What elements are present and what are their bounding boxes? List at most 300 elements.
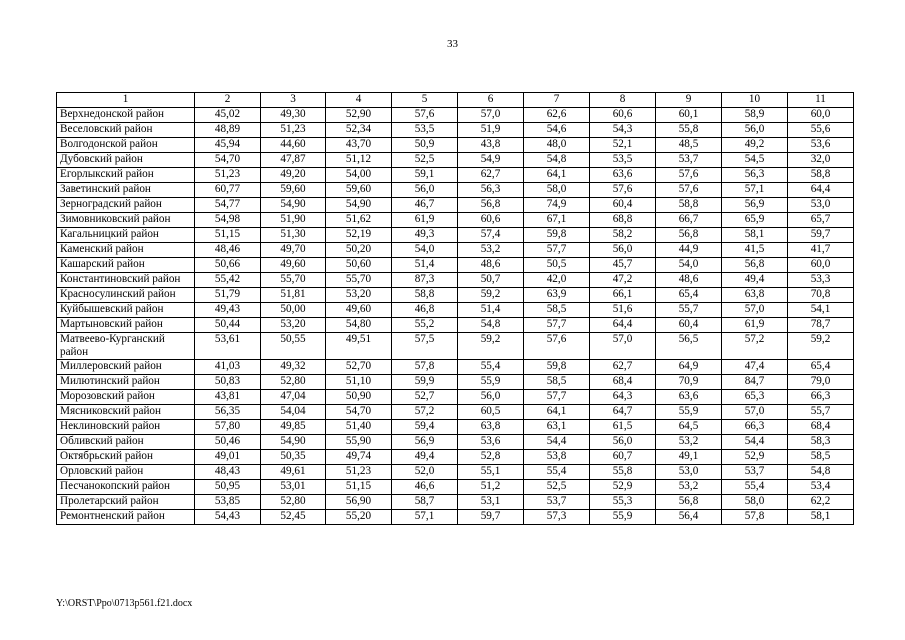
value-cell: 54,70 (326, 405, 392, 420)
header-cell: 10 (722, 93, 788, 108)
value-cell: 51,10 (326, 375, 392, 390)
value-cell: 65,7 (788, 213, 854, 228)
value-cell: 52,9 (590, 480, 656, 495)
value-cell: 55,2 (392, 318, 458, 333)
value-cell: 56,0 (590, 435, 656, 450)
value-cell: 57,6 (656, 183, 722, 198)
value-cell: 60,5 (458, 405, 524, 420)
value-cell: 47,2 (590, 273, 656, 288)
value-cell: 52,7 (392, 390, 458, 405)
value-cell: 55,70 (261, 273, 326, 288)
value-cell: 32,0 (788, 153, 854, 168)
page-number: 33 (447, 38, 458, 50)
value-cell: 54,90 (326, 198, 392, 213)
value-cell: 64,1 (524, 168, 590, 183)
value-cell: 57,7 (524, 318, 590, 333)
value-cell: 64,4 (590, 318, 656, 333)
value-cell: 51,23 (261, 123, 326, 138)
value-cell: 53,61 (195, 333, 261, 360)
value-cell: 59,9 (392, 375, 458, 390)
value-cell: 41,03 (195, 360, 261, 375)
table-row (57, 360, 854, 375)
value-cell: 49,70 (261, 243, 326, 258)
value-cell: 63,6 (656, 390, 722, 405)
table-row (57, 168, 854, 183)
value-cell: 56,4 (656, 510, 722, 525)
value-cell: 54,3 (590, 123, 656, 138)
district-name-cell: Пролетарский район (57, 495, 195, 510)
value-cell: 54,4 (722, 435, 788, 450)
value-cell: 58,5 (788, 450, 854, 465)
table-body (57, 93, 854, 525)
district-name-cell: Песчанокопский район (57, 480, 195, 495)
table-row (57, 510, 854, 525)
value-cell: 54,8 (788, 465, 854, 480)
value-cell: 56,9 (392, 435, 458, 450)
district-name-cell: Каменский район (57, 243, 195, 258)
value-cell: 63,8 (722, 288, 788, 303)
value-cell: 50,5 (524, 258, 590, 273)
value-cell: 59,2 (788, 333, 854, 360)
value-cell: 53,85 (195, 495, 261, 510)
value-cell: 55,90 (326, 435, 392, 450)
value-cell: 58,5 (524, 303, 590, 318)
value-cell: 51,9 (458, 123, 524, 138)
value-cell: 52,80 (261, 375, 326, 390)
value-cell: 58,0 (524, 183, 590, 198)
value-cell: 59,60 (326, 183, 392, 198)
value-cell: 62,6 (524, 108, 590, 123)
value-cell: 56,8 (656, 228, 722, 243)
district-name-cell: Веселовский район (57, 123, 195, 138)
value-cell: 66,1 (590, 288, 656, 303)
value-cell: 55,42 (195, 273, 261, 288)
table-row (57, 303, 854, 318)
value-cell: 56,0 (722, 123, 788, 138)
value-cell: 48,6 (458, 258, 524, 273)
value-cell: 49,4 (722, 273, 788, 288)
value-cell: 63,9 (524, 288, 590, 303)
value-cell: 54,9 (458, 153, 524, 168)
value-cell: 55,8 (590, 465, 656, 480)
value-cell: 42,0 (524, 273, 590, 288)
district-name-cell: Зерноградский район (57, 198, 195, 213)
district-name-cell: Мясниковский район (57, 405, 195, 420)
value-cell: 51,15 (195, 228, 261, 243)
value-cell: 52,0 (392, 465, 458, 480)
value-cell: 64,1 (524, 405, 590, 420)
value-cell: 49,3 (392, 228, 458, 243)
value-cell: 55,9 (590, 510, 656, 525)
value-cell: 55,4 (458, 360, 524, 375)
value-cell: 59,1 (392, 168, 458, 183)
table-row (57, 435, 854, 450)
value-cell: 58,8 (656, 198, 722, 213)
value-cell: 63,1 (524, 420, 590, 435)
value-cell: 52,5 (392, 153, 458, 168)
value-cell: 52,1 (590, 138, 656, 153)
value-cell: 57,5 (392, 333, 458, 360)
value-cell: 57,0 (722, 405, 788, 420)
value-cell: 50,35 (261, 450, 326, 465)
value-cell: 49,61 (261, 465, 326, 480)
table-row (57, 450, 854, 465)
value-cell: 58,5 (524, 375, 590, 390)
value-cell: 57,0 (722, 303, 788, 318)
value-cell: 55,6 (788, 123, 854, 138)
value-cell: 62,2 (788, 495, 854, 510)
value-cell: 87,3 (392, 273, 458, 288)
district-name-cell: Мартыновский район (57, 318, 195, 333)
value-cell: 57,1 (722, 183, 788, 198)
value-cell: 56,90 (326, 495, 392, 510)
value-cell: 64,3 (590, 390, 656, 405)
value-cell: 57,6 (392, 108, 458, 123)
value-cell: 53,7 (656, 153, 722, 168)
value-cell: 53,6 (788, 138, 854, 153)
value-cell: 54,5 (722, 153, 788, 168)
value-cell: 56,3 (722, 168, 788, 183)
value-cell: 48,6 (656, 273, 722, 288)
value-cell: 50,20 (326, 243, 392, 258)
value-cell: 43,70 (326, 138, 392, 153)
value-cell: 55,4 (524, 465, 590, 480)
value-cell: 59,4 (392, 420, 458, 435)
value-cell: 60,4 (656, 318, 722, 333)
value-cell: 60,7 (590, 450, 656, 465)
value-cell: 47,4 (722, 360, 788, 375)
value-cell: 47,87 (261, 153, 326, 168)
value-cell: 57,2 (722, 333, 788, 360)
value-cell: 49,2 (722, 138, 788, 153)
value-cell: 78,7 (788, 318, 854, 333)
value-cell: 45,7 (590, 258, 656, 273)
value-cell: 56,9 (722, 198, 788, 213)
value-cell: 68,8 (590, 213, 656, 228)
value-cell: 48,46 (195, 243, 261, 258)
data-table (56, 92, 854, 525)
value-cell: 58,0 (722, 495, 788, 510)
value-cell: 53,0 (656, 465, 722, 480)
value-cell: 54,70 (195, 153, 261, 168)
value-cell: 64,4 (788, 183, 854, 198)
value-cell: 54,8 (458, 318, 524, 333)
district-name-cell: Куйбышевский район (57, 303, 195, 318)
table-row (57, 153, 854, 168)
value-cell: 57,0 (458, 108, 524, 123)
value-cell: 58,2 (590, 228, 656, 243)
table-row (57, 108, 854, 123)
value-cell: 57,0 (590, 333, 656, 360)
value-cell: 64,7 (590, 405, 656, 420)
value-cell: 58,1 (788, 510, 854, 525)
value-cell: 48,5 (656, 138, 722, 153)
table-row (57, 405, 854, 420)
value-cell: 51,90 (261, 213, 326, 228)
value-cell: 49,20 (261, 168, 326, 183)
value-cell: 45,94 (195, 138, 261, 153)
value-cell: 53,1 (458, 495, 524, 510)
table-row (57, 390, 854, 405)
district-name-cell: Зимовниковский район (57, 213, 195, 228)
value-cell: 59,7 (788, 228, 854, 243)
value-cell: 68,4 (788, 420, 854, 435)
value-cell: 61,5 (590, 420, 656, 435)
district-name-cell: Заветинский район (57, 183, 195, 198)
value-cell: 59,7 (458, 510, 524, 525)
value-cell: 53,0 (788, 198, 854, 213)
value-cell: 52,80 (261, 495, 326, 510)
value-cell: 41,7 (788, 243, 854, 258)
value-cell: 60,0 (788, 258, 854, 273)
value-cell: 52,45 (261, 510, 326, 525)
value-cell: 52,8 (458, 450, 524, 465)
value-cell: 50,83 (195, 375, 261, 390)
value-cell: 53,2 (458, 243, 524, 258)
value-cell: 54,04 (261, 405, 326, 420)
header-cell: 4 (326, 93, 392, 108)
value-cell: 51,62 (326, 213, 392, 228)
value-cell: 51,30 (261, 228, 326, 243)
value-cell: 46,7 (392, 198, 458, 213)
value-cell: 53,8 (524, 450, 590, 465)
value-cell: 59,60 (261, 183, 326, 198)
value-cell: 44,60 (261, 138, 326, 153)
table-row (57, 198, 854, 213)
table-row (57, 183, 854, 198)
value-cell: 57,6 (590, 183, 656, 198)
value-cell: 56,0 (392, 183, 458, 198)
district-name-cell: Миллеровский район (57, 360, 195, 375)
value-cell: 54,8 (524, 153, 590, 168)
district-name-cell: Красносулинский район (57, 288, 195, 303)
header-cell: 1 (57, 93, 195, 108)
value-cell: 60,4 (590, 198, 656, 213)
value-cell: 43,81 (195, 390, 261, 405)
district-name-cell: Октябрьский район (57, 450, 195, 465)
value-cell: 53,5 (392, 123, 458, 138)
value-cell: 51,81 (261, 288, 326, 303)
header-cell: 2 (195, 93, 261, 108)
value-cell: 54,98 (195, 213, 261, 228)
value-cell: 55,8 (656, 123, 722, 138)
value-cell: 65,4 (656, 288, 722, 303)
district-name-cell: Милютинский район (57, 375, 195, 390)
value-cell: 50,90 (326, 390, 392, 405)
value-cell: 58,8 (788, 168, 854, 183)
value-cell: 51,23 (326, 465, 392, 480)
value-cell: 49,01 (195, 450, 261, 465)
value-cell: 56,3 (458, 183, 524, 198)
value-cell: 56,8 (656, 495, 722, 510)
district-name-cell: Ремонтненский район (57, 510, 195, 525)
value-cell: 56,0 (590, 243, 656, 258)
value-cell: 55,1 (458, 465, 524, 480)
value-cell: 54,4 (524, 435, 590, 450)
value-cell: 57,7 (524, 390, 590, 405)
value-cell: 54,0 (656, 258, 722, 273)
value-cell: 51,4 (392, 258, 458, 273)
district-name-cell: Константиновский район (57, 273, 195, 288)
value-cell: 50,7 (458, 273, 524, 288)
footer-path: Y:\ORST\Ppo\0713p561.f21.docx (56, 598, 193, 609)
district-name-cell: Кашарский район (57, 258, 195, 273)
value-cell: 66,3 (722, 420, 788, 435)
header-cell: 8 (590, 93, 656, 108)
value-cell: 59,2 (458, 333, 524, 360)
value-cell: 51,40 (326, 420, 392, 435)
value-cell: 54,43 (195, 510, 261, 525)
value-cell: 59,8 (524, 360, 590, 375)
value-cell: 65,4 (788, 360, 854, 375)
value-cell: 55,7 (656, 303, 722, 318)
value-cell: 57,4 (458, 228, 524, 243)
value-cell: 44,9 (656, 243, 722, 258)
value-cell: 53,6 (458, 435, 524, 450)
value-cell: 63,6 (590, 168, 656, 183)
value-cell: 51,4 (458, 303, 524, 318)
value-cell: 50,66 (195, 258, 261, 273)
value-cell: 53,01 (261, 480, 326, 495)
value-cell: 55,7 (788, 405, 854, 420)
value-cell: 51,15 (326, 480, 392, 495)
value-cell: 55,3 (590, 495, 656, 510)
table-row (57, 228, 854, 243)
table-row (57, 258, 854, 273)
value-cell: 61,9 (392, 213, 458, 228)
value-cell: 51,12 (326, 153, 392, 168)
value-cell: 50,44 (195, 318, 261, 333)
value-cell: 54,6 (524, 123, 590, 138)
value-cell: 55,9 (458, 375, 524, 390)
value-cell: 53,20 (261, 318, 326, 333)
value-cell: 54,80 (326, 318, 392, 333)
value-cell: 79,0 (788, 375, 854, 390)
district-name-cell: Матвеево-Курганский район (57, 333, 195, 360)
district-name-cell: Морозовский район (57, 390, 195, 405)
value-cell: 49,30 (261, 108, 326, 123)
district-name-cell: Дубовский район (57, 153, 195, 168)
value-cell: 50,55 (261, 333, 326, 360)
value-cell: 56,0 (458, 390, 524, 405)
value-cell: 49,4 (392, 450, 458, 465)
value-cell: 65,9 (722, 213, 788, 228)
value-cell: 57,8 (392, 360, 458, 375)
value-cell: 68,4 (590, 375, 656, 390)
table-row (57, 420, 854, 435)
table-row (57, 273, 854, 288)
value-cell: 64,9 (656, 360, 722, 375)
value-cell: 49,60 (261, 258, 326, 273)
table-row (57, 123, 854, 138)
district-name-cell: Егорлыкский район (57, 168, 195, 183)
district-name-cell: Кагальницкий район (57, 228, 195, 243)
header-cell: 6 (458, 93, 524, 108)
district-name-cell: Верхнедонской район (57, 108, 195, 123)
value-cell: 53,2 (656, 480, 722, 495)
value-cell: 66,7 (656, 213, 722, 228)
value-cell: 43,8 (458, 138, 524, 153)
district-name-cell: Обливский район (57, 435, 195, 450)
value-cell: 53,7 (524, 495, 590, 510)
value-cell: 57,80 (195, 420, 261, 435)
value-cell: 54,00 (326, 168, 392, 183)
value-cell: 45,02 (195, 108, 261, 123)
value-cell: 56,8 (722, 258, 788, 273)
value-cell: 62,7 (590, 360, 656, 375)
value-cell: 74,9 (524, 198, 590, 213)
value-cell: 60,0 (788, 108, 854, 123)
value-cell: 48,0 (524, 138, 590, 153)
header-cell: 11 (788, 93, 854, 108)
value-cell: 49,32 (261, 360, 326, 375)
table-row (57, 213, 854, 228)
value-cell: 59,8 (524, 228, 590, 243)
value-cell: 60,1 (656, 108, 722, 123)
value-cell: 51,6 (590, 303, 656, 318)
district-name-cell: Орловский район (57, 465, 195, 480)
table-row (57, 138, 854, 153)
table-row (57, 465, 854, 480)
district-name-cell: Волгодонской район (57, 138, 195, 153)
value-cell: 49,51 (326, 333, 392, 360)
value-cell: 57,8 (722, 510, 788, 525)
value-cell: 58,9 (722, 108, 788, 123)
value-cell: 50,95 (195, 480, 261, 495)
value-cell: 53,5 (590, 153, 656, 168)
value-cell: 49,60 (326, 303, 392, 318)
table-row (57, 243, 854, 258)
value-cell: 61,9 (722, 318, 788, 333)
value-cell: 58,3 (788, 435, 854, 450)
value-cell: 55,70 (326, 273, 392, 288)
value-cell: 53,2 (656, 435, 722, 450)
value-cell: 55,9 (656, 405, 722, 420)
district-name-cell: Неклиновский район (57, 420, 195, 435)
value-cell: 57,7 (524, 243, 590, 258)
value-cell: 53,4 (788, 480, 854, 495)
value-cell: 49,85 (261, 420, 326, 435)
value-cell: 56,35 (195, 405, 261, 420)
value-cell: 53,3 (788, 273, 854, 288)
value-cell: 41,5 (722, 243, 788, 258)
value-cell: 54,90 (261, 198, 326, 213)
table-row (57, 318, 854, 333)
value-cell: 52,34 (326, 123, 392, 138)
value-cell: 46,6 (392, 480, 458, 495)
value-cell: 63,8 (458, 420, 524, 435)
table-row (57, 480, 854, 495)
value-cell: 57,3 (524, 510, 590, 525)
value-cell: 51,2 (458, 480, 524, 495)
value-cell: 67,1 (524, 213, 590, 228)
value-cell: 70,8 (788, 288, 854, 303)
value-cell: 54,77 (195, 198, 261, 213)
value-cell: 57,6 (524, 333, 590, 360)
value-cell: 56,8 (458, 198, 524, 213)
value-cell: 60,6 (590, 108, 656, 123)
value-cell: 50,9 (392, 138, 458, 153)
value-cell: 54,0 (392, 243, 458, 258)
value-cell: 53,20 (326, 288, 392, 303)
value-cell: 54,90 (261, 435, 326, 450)
value-cell: 84,7 (722, 375, 788, 390)
table-row (57, 495, 854, 510)
value-cell: 55,4 (722, 480, 788, 495)
value-cell: 51,23 (195, 168, 261, 183)
value-cell: 49,1 (656, 450, 722, 465)
header-cell: 3 (261, 93, 326, 108)
